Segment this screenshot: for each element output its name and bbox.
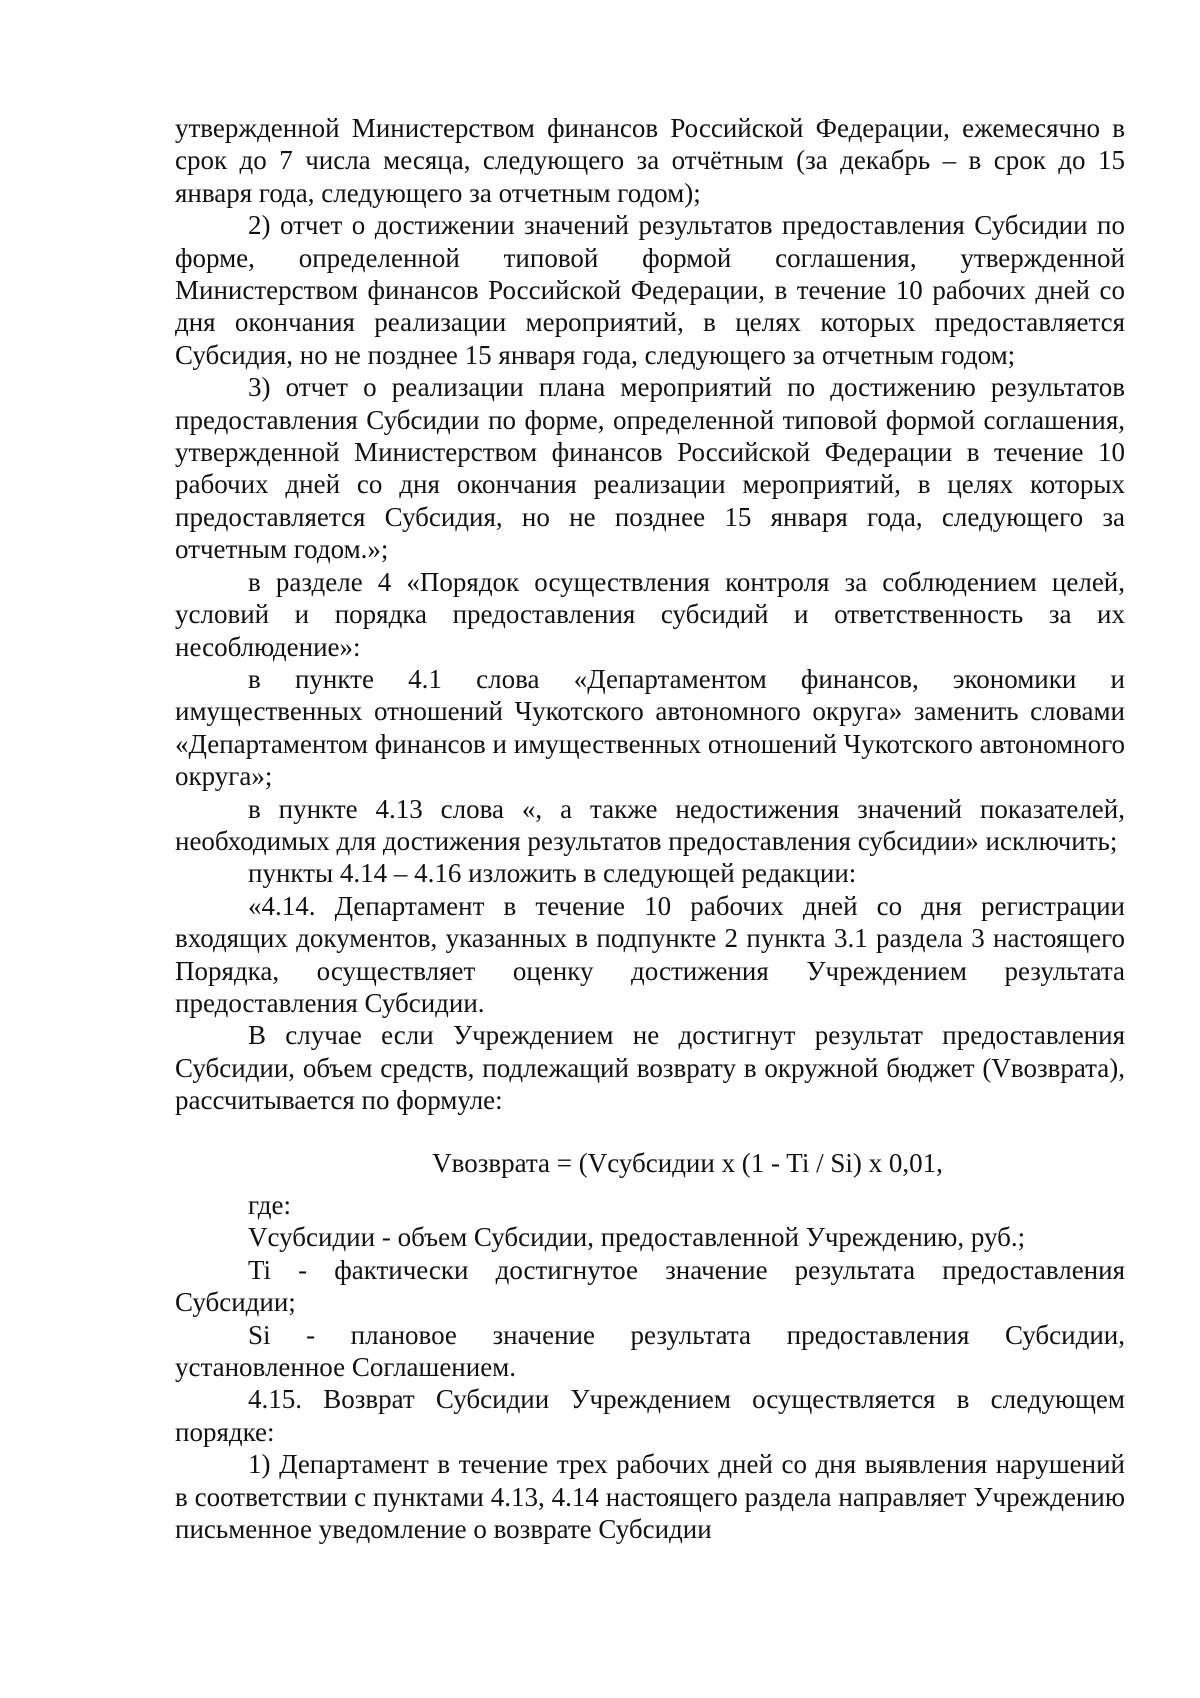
paragraph-section-4: в разделе 4 «Порядок осуществления контроля за соблюдением целей, условий и порядка предоставления субсидий и ответственность за их несоблюдение»:: [175, 566, 1125, 662]
paragraph-points-4-14-4-16: пункты 4.14 – 4.16 изложить в следующей редакции:: [248, 858, 857, 889]
paragraph-v-subsidy-definition: Vсубсидии - объем Субсидии, предоставленной Учреждению, руб.;: [248, 1222, 1026, 1253]
return-formula: Vвозврата = (Vсубсидии x (1 - Ti / Si) x 0,01,: [432, 1147, 943, 1178]
paragraph-4-15-item-1: 1) Департамент в течение трех рабочих дней со дня выявления нарушений в соответствии с пунктами 4.13, 4.14 настоящего раздела направляет Учреждению письменное уведомление о возврате Субсидии: [175, 1449, 1125, 1545]
paragraph-si-definition: Si - плановое значение результата предоставления Субсидии, установленное Соглашением.: [175, 1319, 1125, 1383]
paragraph-4-14: «4.14. Департамент в течение 10 рабочих дней со дня регистрации входящих документов, указанных в подпункте 2 пункта 3.1 раздела 3 настоящего Порядка, осуществляет оценку достижения Учреждением результата предоставления Субсидии.: [175, 890, 1125, 1018]
paragraph-item-3-report: 3) отчет о реализации плана мероприятий по достижению результатов предоставления Субсидии по форме, определенной типовой формой соглашения, утвержденной Министерством финансов Российской Федерации в течение 10 рабочих дней со дня окончания реализации мероприятий, в целях которых предоставляется Субсидия, но не позднее 15 января года, следующего за отчетным годом.»;: [175, 372, 1125, 565]
paragraph-4-15: 4.15. Возврат Субсидии Учреждением осуществляется в следующем порядке:: [175, 1384, 1125, 1447]
paragraph-ti-definition: Ti - фактически достигнутое значение результата предоставления Субсидии;: [175, 1254, 1125, 1318]
document-page: [175, 112, 1125, 1545]
paragraph-item-2-report: 2) отчет о достижении значений результатов предоставления Субсидии по форме, определенной типовой формой соглашения, утвержденной Министерством финансов Российской Федерации, в течение 10 рабочих дней со дня окончания реализации мероприятий, в целях которых предоставляется Субсидия, но не позднее 15 января года, следующего за отчетным годом;: [175, 210, 1125, 370]
paragraph-continuation: утвержденной Министерством финансов Российской Федерации, ежемесячно в срок до 7 числа месяца, следующего за отчётным (за декабрь – в срок до 15 января года, следующего за отчетным годом);: [175, 113, 1125, 208]
paragraph-where: где:: [248, 1190, 291, 1220]
paragraph-formula-intro: В случае если Учреждением не достигнут результат предоставления Субсидии, объем средств, подлежащий возврату в окружной бюджет (Vвозврата), рассчитывается по формуле:: [175, 1020, 1125, 1116]
paragraph-point-4-1: в пункте 4.1 слова «Департаментом финансов, экономики и имущественных отношений Чукотского автономного округа» заменить словами «Департаментом финансов и имущественных отношений Чукотского автономного округа»;: [175, 663, 1125, 792]
paragraph-point-4-13: в пункте 4.13 слова «, а также недостижения значений показателей, необходимых для достижения результатов предоставления субсидии» исключить;: [175, 793, 1125, 856]
